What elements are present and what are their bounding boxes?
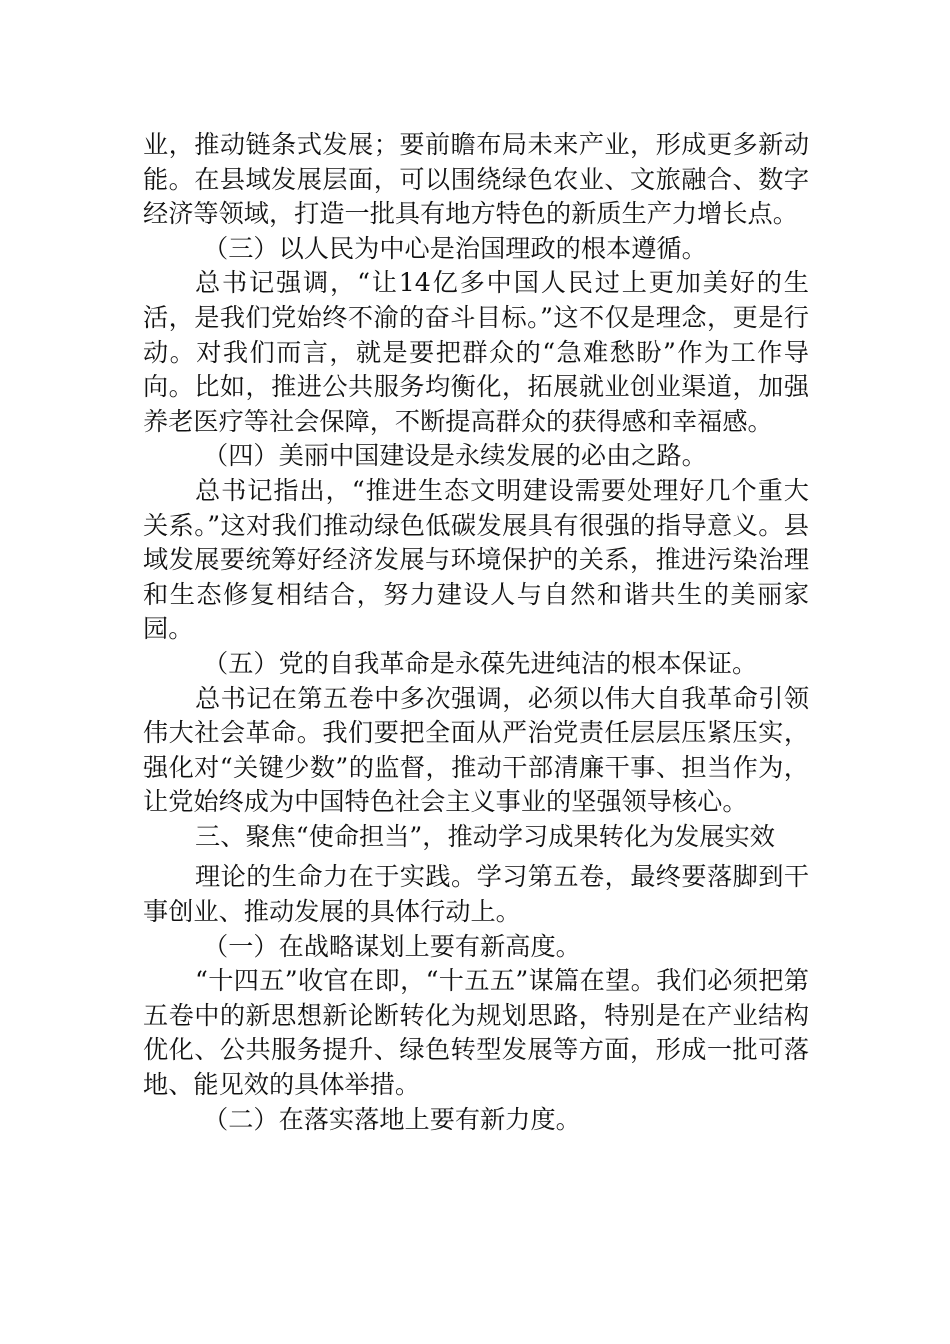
paragraph-strategy: “十四五”收官在即，“十五五”谋篇在望。我们必须把第五卷中的新思想新论断转化为规划思路，特别是在产业结构优化、公共服务提升、绿色转型发展等方面，形成一批可落地、能见效的具体举措。 <box>143 966 809 1100</box>
subheading-one: （一）在战略谋划上要有新高度。 <box>203 931 581 961</box>
paragraph-continuation: 业，推动链条式发展；要前瞻布局未来产业，形成更多新动能。在县域发展层面，可以围绕绿色农业、文旅融合、数字经济等领域，打造一批具有地方特色的新质生产力增长点。 <box>143 130 809 229</box>
paragraph-self-revolution: 总书记在第五卷中多次强调，必须以伟大自我革命引领伟大社会革命。我们要把全面从严治党责任层层压紧压实，强化对“关键少数”的监督，推动干部清廉干事、担当作为，让党始终成为中国特色社会主义事业的坚强领导核心。 <box>143 683 809 817</box>
paragraph-practice: 理论的生命力在于实践。学习第五卷，最终要落脚到干事创业、推动发展的具体行动上。 <box>143 862 809 927</box>
subheading-five: （五）党的自我革命是永葆先进纯洁的根本保证。 <box>203 648 758 678</box>
paragraph-people-centered: 总书记强调，“让14亿多中国人民过上更加美好的生活，是我们党始终不渝的奋斗目标。”这不仅是理念，更是行动。对我们而言，就是要把群众的“急难愁盼”作为工作导向。比如，推进公共服务均衡化，拓展就业创业渠道，加强养老医疗等社会保障，不断提高群众的获得感和幸福感。 <box>143 268 809 436</box>
subheading-two: （二）在落实落地上要有新力度。 <box>203 1104 581 1134</box>
subheading-three: （三）以人民为中心是治国理政的根本遵循。 <box>203 233 707 263</box>
subheading-four: （四）美丽中国建设是永续发展的必由之路。 <box>203 441 707 471</box>
document-body <box>143 128 809 1137</box>
section-heading-three: 三、聚焦“使命担当”，推动学习成果转化为发展实效 <box>195 821 775 851</box>
paragraph-ecology: 总书记指出，“推进生态文明建设需要处理好几个重大关系。”这对我们推动绿色低碳发展具有很强的指导意义。县域发展要统筹好经济发展与环境保护的关系，推进污染治理和生态修复相结合，努力建设人与自然和谐共生的美丽家园。 <box>143 475 809 644</box>
